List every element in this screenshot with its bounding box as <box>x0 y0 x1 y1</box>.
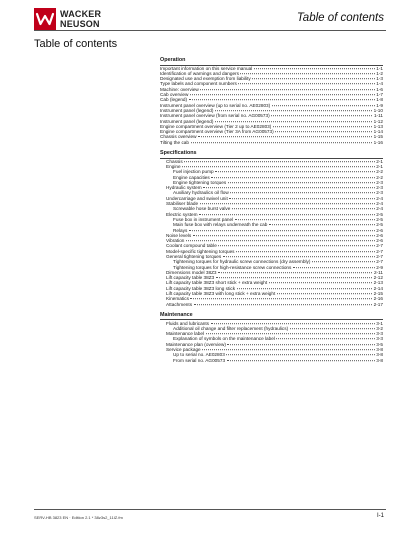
toc-entry[interactable] <box>160 302 383 307</box>
toc-entry-title: Stabiliser blade <box>166 201 199 207</box>
page-footer <box>34 509 386 529</box>
dot-leader <box>215 110 372 111</box>
dot-leader <box>312 261 375 262</box>
toc-entry-page: 1-6 <box>376 86 383 92</box>
dot-leader <box>190 299 372 300</box>
dot-leader <box>240 73 374 74</box>
toc-entry-page: 1-1 <box>376 65 383 71</box>
toc-entry-page: 2-3 <box>376 190 383 196</box>
toc-entry-page: 2-6 <box>376 238 383 244</box>
toc-entry-title: Vibration <box>166 238 185 244</box>
toc-entry-page: 1-3 <box>376 76 383 82</box>
dot-leader <box>211 177 374 178</box>
toc-entry-title: Instrument panel overview (from serial no. AG00573) <box>160 113 270 119</box>
dot-leader <box>215 171 375 172</box>
toc-entry-title: General tightening torques <box>166 253 222 259</box>
toc-entry-page: 2-13 <box>373 280 383 286</box>
dot-leader <box>290 328 375 329</box>
toc-entry-page: 3-8 <box>376 347 383 353</box>
toc-entry-page: 2-6 <box>376 227 383 233</box>
dot-leader <box>189 230 375 231</box>
toc-entry-title: Lift capacity table 38Z3 with long stick + extra weight <box>166 291 276 297</box>
toc-entry-page: 2-5 <box>376 222 383 228</box>
brand-logo <box>34 8 120 30</box>
toc-entry-page: 2-4 <box>376 201 383 207</box>
toc-entry-page: 2-7 <box>376 248 383 254</box>
dot-leader <box>199 214 375 215</box>
dot-leader <box>189 100 375 101</box>
dot-leader <box>216 277 372 278</box>
toc-entry-title: Lift capacity table 38Z3 <box>166 275 215 281</box>
dot-leader <box>276 339 374 340</box>
toc-entry-title: Screwable hose burst valve <box>173 206 231 212</box>
dot-leader <box>275 131 372 132</box>
toc-entry-page: 2-17 <box>373 301 383 307</box>
toc-entry-page: 1-15 <box>373 134 383 140</box>
dot-leader <box>198 137 372 138</box>
toc-entry-page: 1-14 <box>373 129 383 135</box>
dot-leader <box>227 344 374 345</box>
logo-line-2: NEUSON <box>60 19 100 29</box>
toc-entry-title: Lift capacity table 38Z3 short stick + extra weight <box>166 280 268 286</box>
dot-leader <box>218 272 372 273</box>
toc-entry-title: From serial no. AG00573 <box>173 357 226 363</box>
toc-entry-page: 2-4 <box>376 195 383 201</box>
dot-leader <box>293 267 375 268</box>
toc-entry-page: 2-2 <box>376 174 383 180</box>
header-title: Table of contents <box>296 12 384 24</box>
toc-entry-title: Instrument panel (legend) <box>160 118 214 124</box>
toc-entry-title: Engine tightening torques <box>173 179 227 185</box>
dot-leader <box>254 68 375 69</box>
toc-entry-title: Engine compartment overview (Tier 2 up to AE02803) <box>160 123 272 129</box>
dot-leader <box>238 84 374 85</box>
dot-leader <box>218 246 374 247</box>
dot-leader <box>235 219 375 220</box>
logo-line-1: WACKER <box>60 9 102 19</box>
dot-leader <box>223 256 375 257</box>
toc-entry-page: 3-3 <box>376 331 383 337</box>
dot-leader <box>200 89 374 90</box>
toc-entry-page: 1-9 <box>376 102 383 108</box>
toc-entry-title: Identification of warnings and dangers <box>160 70 239 76</box>
toc-entry-page: 2-4 <box>376 206 383 212</box>
dot-leader <box>271 115 372 116</box>
toc-entry-title: Cab overview <box>160 92 189 98</box>
dot-leader <box>184 161 375 162</box>
toc-entry-title: Explanation of symbols on the maintenance label <box>173 336 275 342</box>
toc-entry-title: Main fuse box with relays underneath the cab <box>173 222 268 228</box>
toc-entry-title: Noise levels <box>166 232 192 238</box>
toc-entry-page: 1-12 <box>373 118 383 124</box>
toc-entry-title: Fluids and lubricants <box>166 320 209 326</box>
toc-entry-page: 2-7 <box>376 259 383 265</box>
toc-entry-title: Designated use and exemption from liability <box>160 76 251 82</box>
dot-leader <box>191 142 373 143</box>
toc-entry-page: 2-11 <box>373 269 383 275</box>
toc-entry-page: 2-3 <box>376 179 383 185</box>
toc-entry-title: Maintenance plan (overview) <box>166 341 226 347</box>
toc-entry-page: 2-2 <box>376 169 383 175</box>
footer-rule <box>34 509 386 510</box>
toc-entry-page: 3-3 <box>376 336 383 342</box>
toc-entry-page: 1-4 <box>376 81 383 87</box>
dot-leader <box>215 121 372 122</box>
toc-entry-title: Model-specific tightening torques <box>166 248 235 254</box>
dot-leader <box>230 193 374 194</box>
dot-leader <box>211 323 375 324</box>
toc-entry-title: Important information on this service manual <box>160 65 253 71</box>
toc-entry-title: Additional oil change and filter replacement (hydraulics) <box>173 325 289 331</box>
toc-entry-page: 2-5 <box>376 216 383 222</box>
dot-leader <box>200 203 375 204</box>
logo-text <box>60 9 101 29</box>
toc-entry-title: Up to serial no. AE02803 <box>173 352 225 358</box>
dot-leader <box>193 235 375 236</box>
dot-leader <box>232 209 375 210</box>
toc-section <box>160 311 383 363</box>
toc-entry-title: Electric system <box>166 211 198 217</box>
toc-entry-title: Machine: overview <box>160 86 199 92</box>
toc-entry-page: 2-1 <box>376 158 383 164</box>
toc-section-title: Specifications <box>160 150 197 157</box>
toc-entry-title: Tightening torques for high-resistance screw connections <box>173 264 292 270</box>
toc-entry-page: 1-13 <box>373 123 383 129</box>
dot-leader <box>226 355 374 356</box>
toc-section-title: Operation <box>160 57 186 63</box>
toc-entry-title: Coolant compound table <box>166 243 217 249</box>
toc-entry-title: Hydraulic system <box>166 185 202 191</box>
toc-entry-title: Engine compartment overview (Tier 3A from AG00573) <box>160 129 274 135</box>
table-of-contents <box>160 56 383 367</box>
dot-leader <box>252 78 375 79</box>
toc-entry-title: Kinematics <box>166 296 189 302</box>
toc-entry-title: Engine capacities <box>173 174 210 180</box>
toc-entry-title: Maintenance label <box>166 331 205 337</box>
dot-leader <box>272 105 375 106</box>
toc-entry-title: Dimensions model 38Z3 <box>166 269 217 275</box>
dot-leader <box>237 288 373 289</box>
toc-entry-title: Instrument panel overview (up to serial no. AE02803) <box>160 102 271 108</box>
dot-leader <box>236 251 375 252</box>
toc-entry-page: 2-6 <box>376 232 383 238</box>
toc-entry-title: Attachments <box>166 301 193 307</box>
dot-leader <box>190 94 375 95</box>
toc-entry-title: Tightening torques for hydraulic screw connections (dry assembly) <box>173 259 311 265</box>
toc-entry[interactable] <box>160 140 383 145</box>
footer-doc-reference: SERV-HB 3823 EN · Edition 2.1 * 38z3s2_11IZ.fm <box>34 515 123 520</box>
toc-entry-title: Undercarriage and swivel unit <box>166 195 228 201</box>
dot-leader <box>228 182 375 183</box>
toc-entry-title: Service package <box>166 347 201 353</box>
logo-w-icon <box>34 8 56 30</box>
toc-entry-page: 2-7 <box>376 243 383 249</box>
toc-entry-page: 2-15 <box>373 291 383 297</box>
dot-leader <box>206 333 375 334</box>
toc-entry-page: 2-16 <box>373 296 383 302</box>
toc-entry-page: 1-7 <box>376 92 383 98</box>
toc-entry-title: Cab (legend) <box>160 97 188 103</box>
toc-entry-page: 3-8 <box>376 357 383 363</box>
dot-leader <box>269 283 372 284</box>
dot-leader <box>203 187 375 188</box>
toc-entry-page: 2-1 <box>376 163 383 169</box>
toc-entry-page: 2-14 <box>373 285 383 291</box>
toc-entry-page: 3-2 <box>376 325 383 331</box>
dot-leader <box>269 224 375 225</box>
toc-entry-title: Engine <box>166 163 181 169</box>
toc-entry-page: 3-5 <box>376 341 383 347</box>
toc-entry-page: 1-11 <box>373 113 383 119</box>
toc-entry-title: Instrument panel (legend) <box>160 107 214 113</box>
toc-entry-title: Fuel injection pump <box>173 169 214 175</box>
dot-leader <box>202 349 375 350</box>
toc-entry-page: 3-8 <box>376 352 383 358</box>
page-title: Table of contents <box>34 38 118 50</box>
dot-leader <box>182 166 375 167</box>
toc-entry-page: 2-7 <box>376 253 383 259</box>
toc-section <box>160 56 383 145</box>
toc-entry-page: 2-5 <box>376 211 383 217</box>
dot-leader <box>229 198 374 199</box>
toc-entry-title: Type labels and component numbers <box>160 81 237 87</box>
dot-leader <box>194 304 373 305</box>
toc-entry-title: Chassis <box>166 158 183 164</box>
toc-entry-page: 1-16 <box>373 139 383 145</box>
toc-entry-page: 2-9 <box>376 264 383 270</box>
toc-entry[interactable] <box>160 358 383 363</box>
dot-leader <box>273 126 372 127</box>
toc-entry-title: Tilting the cab <box>160 139 190 145</box>
toc-entry-title: Fuse box in instrument panel <box>173 216 234 222</box>
toc-section-title: Maintenance <box>160 311 193 318</box>
toc-entry-page: 1-2 <box>376 70 383 76</box>
toc-entry-page: 1-8 <box>376 97 383 103</box>
toc-entry-title: Chassis overview <box>160 134 197 140</box>
toc-entry-title: Lift capacity table 38Z3 long stick <box>166 285 236 291</box>
page-number: I-1 <box>376 513 384 519</box>
toc-entry-page: 2-12 <box>373 275 383 281</box>
toc-entry-title: Auxiliary hydraulics oil flow <box>173 190 229 196</box>
toc-entry-page: 2-3 <box>376 185 383 191</box>
dot-leader <box>186 240 375 241</box>
dot-leader <box>227 360 375 361</box>
toc-entry-title: Relays <box>173 227 188 233</box>
header-rule <box>34 30 386 31</box>
dot-leader <box>277 293 372 294</box>
toc-entry-page: 1-10 <box>373 107 383 113</box>
toc-section <box>160 149 383 307</box>
toc-entry-page: 3-1 <box>376 320 383 326</box>
